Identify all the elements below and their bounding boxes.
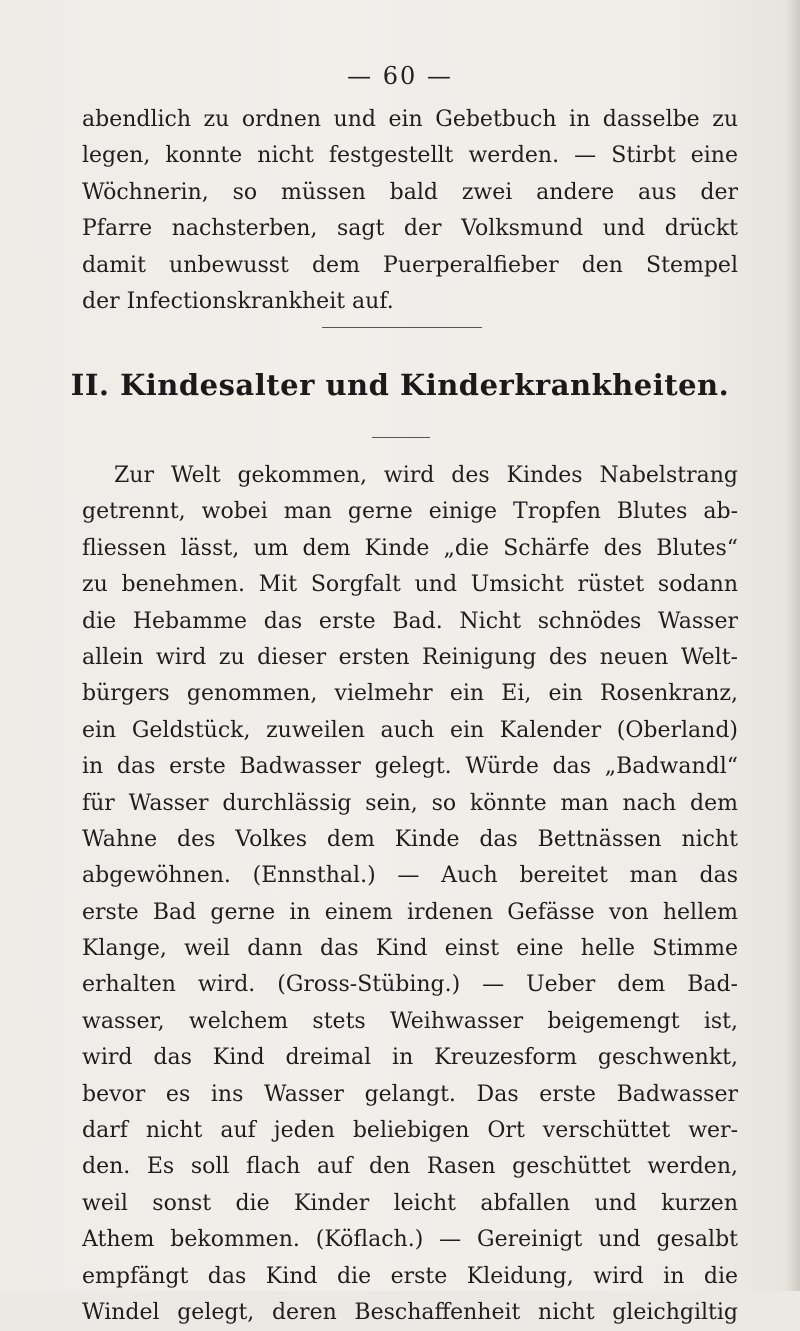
page-edge-shadow xyxy=(786,0,800,1291)
text-line: erste Bad gerne in einem irdenen Gefässe von hellem xyxy=(82,899,738,925)
text-line: Athem bekommen. (Köflach.) — Gereinigt und gesalbt xyxy=(82,1227,738,1253)
text-line: für Wasser durchlässig sein, so könnte man nach dem xyxy=(82,790,738,816)
text-line: legen, konnte nicht festgestellt werden. — Stirbt eine xyxy=(82,143,738,169)
text-line: in das erste Badwasser gelegt. Würde das „Badwandl“ xyxy=(82,754,738,780)
text-line: erhalten wird. (Gross-Stübing.) — Ueber dem Bad- xyxy=(82,972,738,998)
text-line: bevor es ins Wasser gelangt. Das erste Badwasser xyxy=(82,1081,738,1107)
page-number: — 60 — xyxy=(347,62,453,90)
text-line: wird das Kind dreimal in Kreuzesform geschwenkt, xyxy=(82,1045,738,1071)
text-line: allein wird zu dieser ersten Reinigung des neuen Welt- xyxy=(82,644,738,670)
section-divider-top xyxy=(322,327,482,328)
text-line: der Infectionskrankheit auf. xyxy=(82,288,394,314)
text-line: damit unbewusst dem Puerperalfieber den Stempel xyxy=(82,252,738,278)
paragraph-main xyxy=(82,458,738,1331)
text-line: ein Geldstück, zuweilen auch ein Kalender (Oberland) xyxy=(82,717,738,743)
text-line: weil sonst die Kinder leicht abfallen und kurzen xyxy=(82,1190,738,1216)
text-line: darf nicht auf jeden beliebigen Ort verschüttet wer- xyxy=(82,1118,738,1144)
text-line: empfängt das Kind die erste Kleidung, wird in die xyxy=(82,1263,738,1289)
text-line: Pfarre nachsterben, sagt der Volksmund und drückt xyxy=(82,216,738,242)
text-line: Windel gelegt, deren Beschaffenheit nicht gleichgiltig xyxy=(82,1299,738,1325)
text-line: abendlich zu ordnen und ein Gebetbuch in dasselbe zu xyxy=(82,107,738,132)
text-line: Zur Welt gekommen, wird des Kindes Nabelstrang xyxy=(114,463,738,488)
text-line: bürgers genommen, vielmehr ein Ei, ein Rosenkranz, xyxy=(82,681,738,707)
text-line: wasser, welchem stets Weihwasser beigemengt ist, xyxy=(82,1008,738,1034)
text-line: Wahne des Volkes dem Kinde das Bettnässen nicht xyxy=(82,826,738,852)
text-line: zu benehmen. Mit Sorgfalt und Umsicht rüstet sodann xyxy=(82,572,738,598)
paragraph-intro xyxy=(82,102,738,320)
text-line: Klange, weil dann das Kind einst eine helle Stimme xyxy=(82,936,738,962)
text-line: die Hebamme das erste Bad. Nicht schnödes Wasser xyxy=(82,608,738,634)
text-line: getrennt, wobei man gerne einige Tropfen Blutes ab- xyxy=(82,499,738,525)
text-line: den. Es soll flach auf den Rasen geschüttet werden, xyxy=(82,1154,738,1180)
text-line: fliessen lässt, um dem Kinde „die Schärfe des Blutes“ xyxy=(82,535,738,561)
text-line: abgewöhnen. (Ennsthal.) — Auch bereitet man das xyxy=(82,863,738,889)
section-heading: II. Kindesalter und Kinderkrankheiten. xyxy=(70,368,730,402)
section-divider-bottom xyxy=(372,437,430,438)
text-line: Wöchnerin, so müssen bald zwei andere aus der xyxy=(82,179,738,205)
